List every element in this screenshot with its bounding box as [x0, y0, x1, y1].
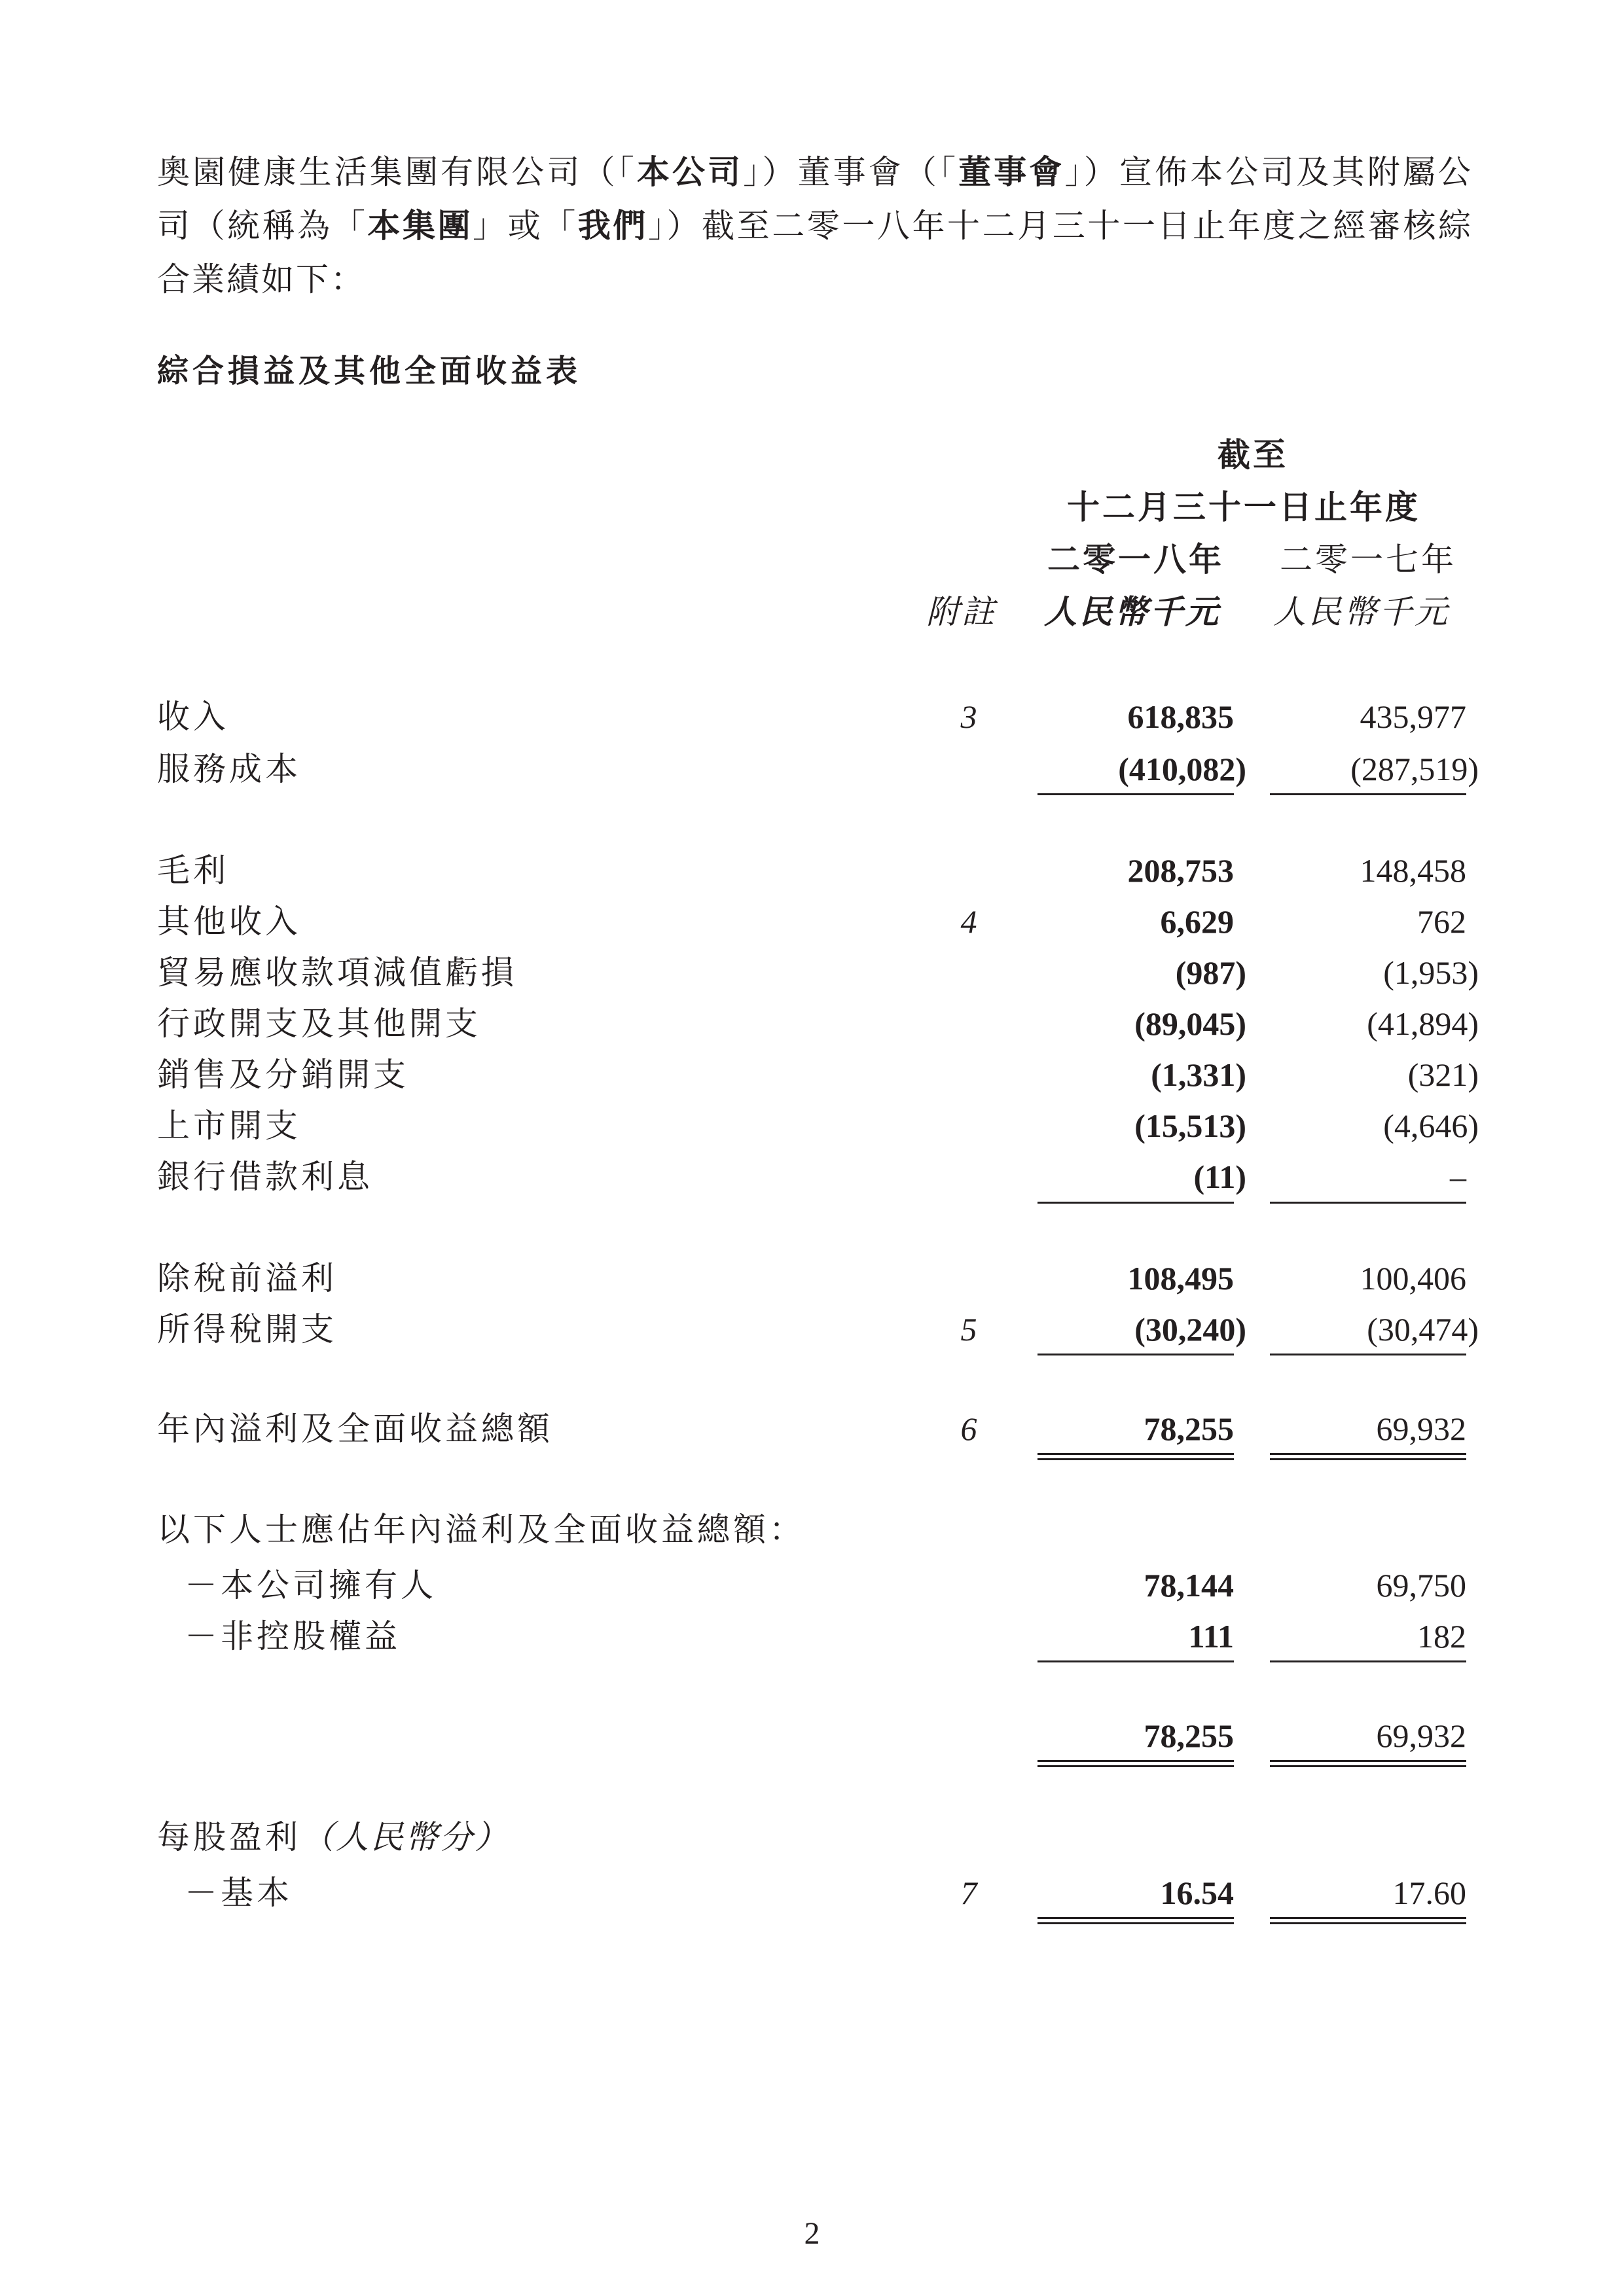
row-selling-expenses: 銷售及分銷開支 (1,331) (321)	[157, 1056, 1479, 1094]
subtotal-rule	[1038, 1202, 1234, 1204]
row-admin-expenses: 行政開支及其他開支 (89,045) (41,894)	[157, 1005, 1479, 1043]
header-currency-2017: 人民幣千元	[1273, 593, 1450, 631]
total-double-rule	[1270, 1453, 1466, 1460]
total-double-rule	[1270, 1917, 1466, 1924]
total-double-rule	[1038, 1453, 1234, 1460]
subtotal-rule	[1038, 793, 1234, 795]
eps-unit: （人民幣分）	[301, 1818, 509, 1856]
group-short-name: 本集團	[367, 207, 473, 245]
total-double-rule	[1038, 1760, 1234, 1767]
row-income-tax: 所得稅開支 5 (30,240) (30,474)	[157, 1310, 1479, 1348]
subtotal-rule	[1270, 793, 1466, 795]
row-profit-before-tax: 除稅前溢利 108,495 100,406	[157, 1259, 1466, 1297]
header-year-2017: 二零一七年	[1280, 541, 1456, 579]
row-eps-basic: －基本 7 16.54 17.60	[185, 1874, 1466, 1912]
header-period-line1: 截至	[1218, 436, 1288, 474]
row-eps-heading: 每股盈利（人民幣分）	[157, 1818, 509, 1856]
header-period-line2: 十二月三十一日止年度	[1067, 488, 1420, 526]
row-owners: －本公司擁有人 78,144 69,750	[185, 1566, 1466, 1604]
page-number: 2	[804, 2216, 820, 2251]
board-short-name: 董事會	[958, 153, 1065, 191]
subtotal-rule	[1270, 1354, 1466, 1355]
row-listing-expenses: 上市開支 (15,513) (4,646)	[157, 1107, 1479, 1145]
row-revenue: 收入 3 618,835 435,977	[157, 698, 1466, 736]
company-short-name: 本公司	[636, 153, 744, 191]
row-other-income: 其他收入 4 6,629 762	[157, 903, 1466, 941]
we-short-name: 我們	[577, 207, 648, 245]
subtotal-rule	[1270, 1202, 1466, 1204]
row-non-controlling: －非控股權益 111 182	[185, 1617, 1466, 1655]
subtotal-rule	[1270, 1660, 1466, 1662]
row-gross-profit: 毛利 208,753 148,458	[157, 852, 1466, 889]
header-notes: 附註	[926, 593, 997, 631]
subtotal-rule	[1038, 1660, 1234, 1662]
row-impairment: 貿易應收款項減值虧損 (987) (1,953)	[157, 954, 1479, 992]
intro-paragraph: 奧園健康生活集團有限公司（「本公司」）董事會（「董事會」）宣佈本公司及其附屬公司（統稱為「本集團」或「我們」）截至二零一八年十二月三十一日止年度之經審核綜合業績如下：	[157, 153, 1473, 298]
section-title: 綜合損益及其他全面收益表	[157, 353, 582, 389]
total-double-rule	[1270, 1760, 1466, 1767]
row-profit-total: 年內溢利及全面收益總額 6 78,255 69,932	[157, 1410, 1466, 1448]
header-year-2018: 二零一八年	[1047, 541, 1224, 579]
row-attributable-heading: 以下人士應佔年內溢利及全面收益總額：	[157, 1511, 805, 1549]
header-currency-2018: 人民幣千元	[1044, 592, 1221, 631]
subtotal-rule	[1038, 1354, 1234, 1355]
row-cost-of-services: 服務成本 (410,082) (287,519)	[157, 750, 1479, 788]
row-bank-interest: 銀行借款利息 (11) –	[157, 1158, 1466, 1196]
row-attributable-total: 78,255 69,932	[1144, 1717, 1466, 1754]
total-double-rule	[1038, 1917, 1234, 1924]
